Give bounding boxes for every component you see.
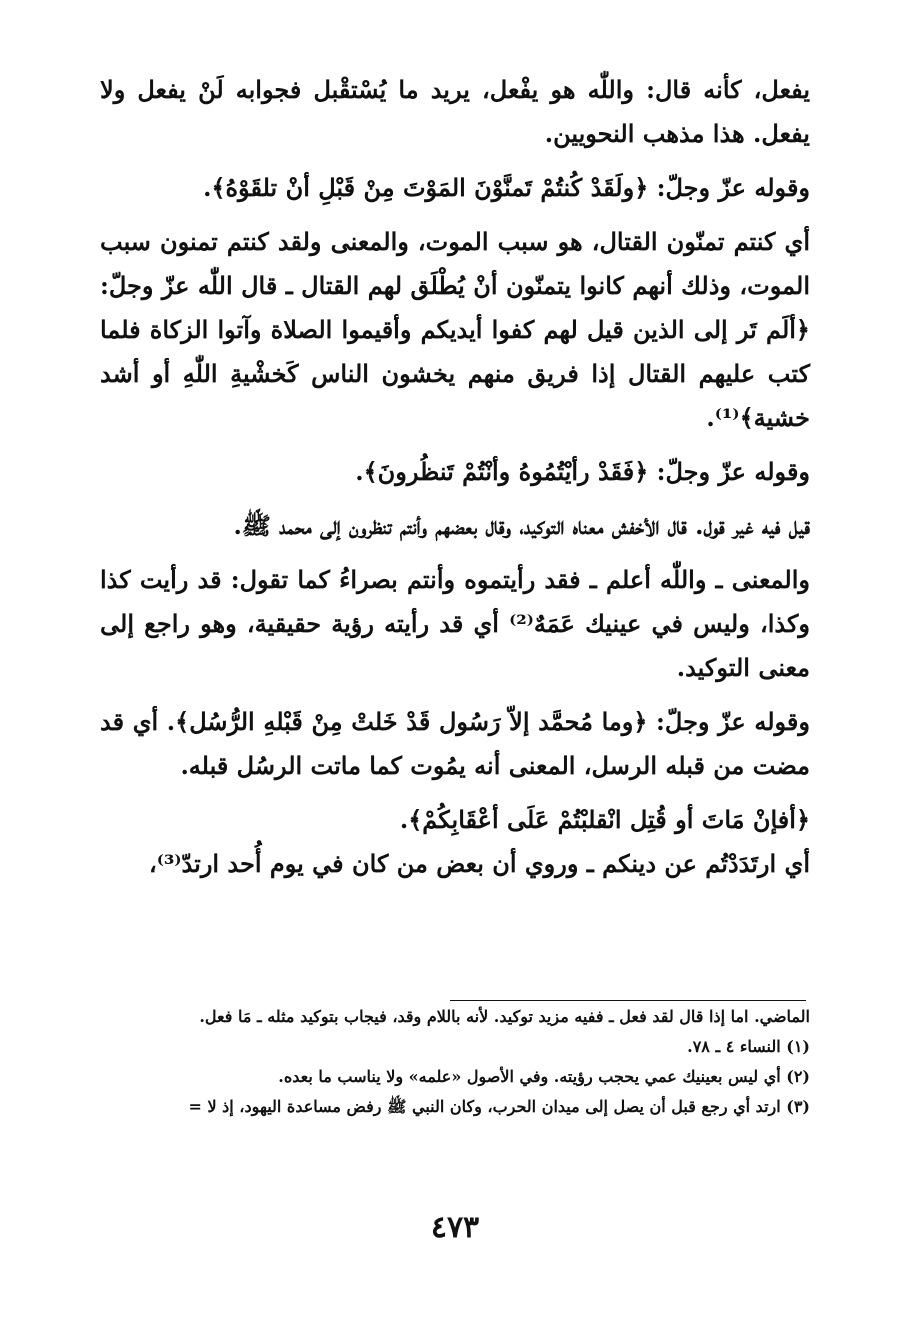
paragraph-8: ﴿أفإنْ مَاتَ أو قُتِل انْقلبْتُمْ عَلَى أعْقَابِكُمْ﴾. xyxy=(399,805,810,834)
footnote-divider xyxy=(450,1000,806,1001)
paragraph-2: وقوله عزّ وجلّ: ﴿ولَقَدْ كُنتُمْ تَمنَّوْنَ المَوْتَ مِنْ قَبْلِ أنْ تلقَوْهُ﴾. xyxy=(203,173,810,202)
paragraph-5: قيل فيه غير قول. قال الأخفش معناه التوكيد، وقال بعضهم وأنتم تنظرون إلى محمد ﷺ. xyxy=(233,511,810,540)
paragraph-7: وقوله عزّ وجلّ: ﴿وما مُحمَّد إلاّ رَسُول قَدْ خَلتْ مِنْ قَبْلهِ الرُّسُل﴾. أي قد مضت من قبله الرسل، المعنى أنه يمُوت كما ماتت الرسُل قبله. xyxy=(100,707,810,780)
main-text xyxy=(100,68,810,886)
footnote-3: (٣) ارتد أي رجع قبل أن يصل إلى ميدان الحرب، وكان النبي ﷺ رفض مساعدة اليهود، إذ لا = xyxy=(188,1097,810,1116)
paragraph-3: أي كنتم تمنّون القتال، هو سبب الموت، والمعنى ولقد كنتم تمنون سبب الموت، وذلك أنهم كانوا يتمنّون أنْ يُطْلَق لهم القتال ـ قال اللّٰه عزّ وجلّ: ﴿ألَم تَر إلى الذين قيل لهم كفوا أيديكم وأقيموا الصلاة وآتوا الزكاة فلما كتب عليهم القتال إذا فريق منهم يخشون الناس كَخشْيةِ اللّٰهِ أو أشد خشية﴾⁽¹⁾. xyxy=(100,227,810,432)
paragraph-4: وقوله عزّ وجلّ: ﴿فَقَدْ رأيْتُمُوهُ وأنْتُمْ تَنظُرونَ﴾. xyxy=(355,457,810,486)
paragraph-1: يفعل، كأنه قال: واللّٰه هو يفْعل، يريد ما يُسْتقْبل فجوابه لَنْ يفعل ولا يفعل. هذا مذهب النحويين. xyxy=(100,75,810,148)
footnote-continuation: الماضي. اما إذا قال لقد فعل ـ ففيه مزيد توكيد. لأنه باللام وقد، فيجاب بتوكيد مثله ـ مَا فعل. xyxy=(199,1007,810,1026)
paragraph-6: والمعنى ـ واللّٰه أعلم ـ فقد رأيتموه وأنتم بصراءُ كما تقول: قد رأيت كذا وكذا، وليس في عينيك عَمَهٌ⁽²⁾ أي قد رأيته رؤية حقيقية، وهو راجع إلى معنى التوكيد. xyxy=(100,565,810,682)
footnote-1: (١) النساء ٤ ـ ٧٨. xyxy=(687,1037,810,1056)
paragraph-9: أي ارتَدَدْتُم عن دينكم ـ وروي أن بعض من كان في يوم أُحد ارتدّ⁽³⁾، xyxy=(148,849,810,878)
footnotes xyxy=(90,1004,810,1120)
footnote-2: (٢) أي ليس بعينيك عمي يحجب رؤيته. وفي الأصول «علمه» ولا يناسب ما بعده. xyxy=(278,1067,810,1086)
page-number: ٤٧٣ xyxy=(430,1210,480,1245)
